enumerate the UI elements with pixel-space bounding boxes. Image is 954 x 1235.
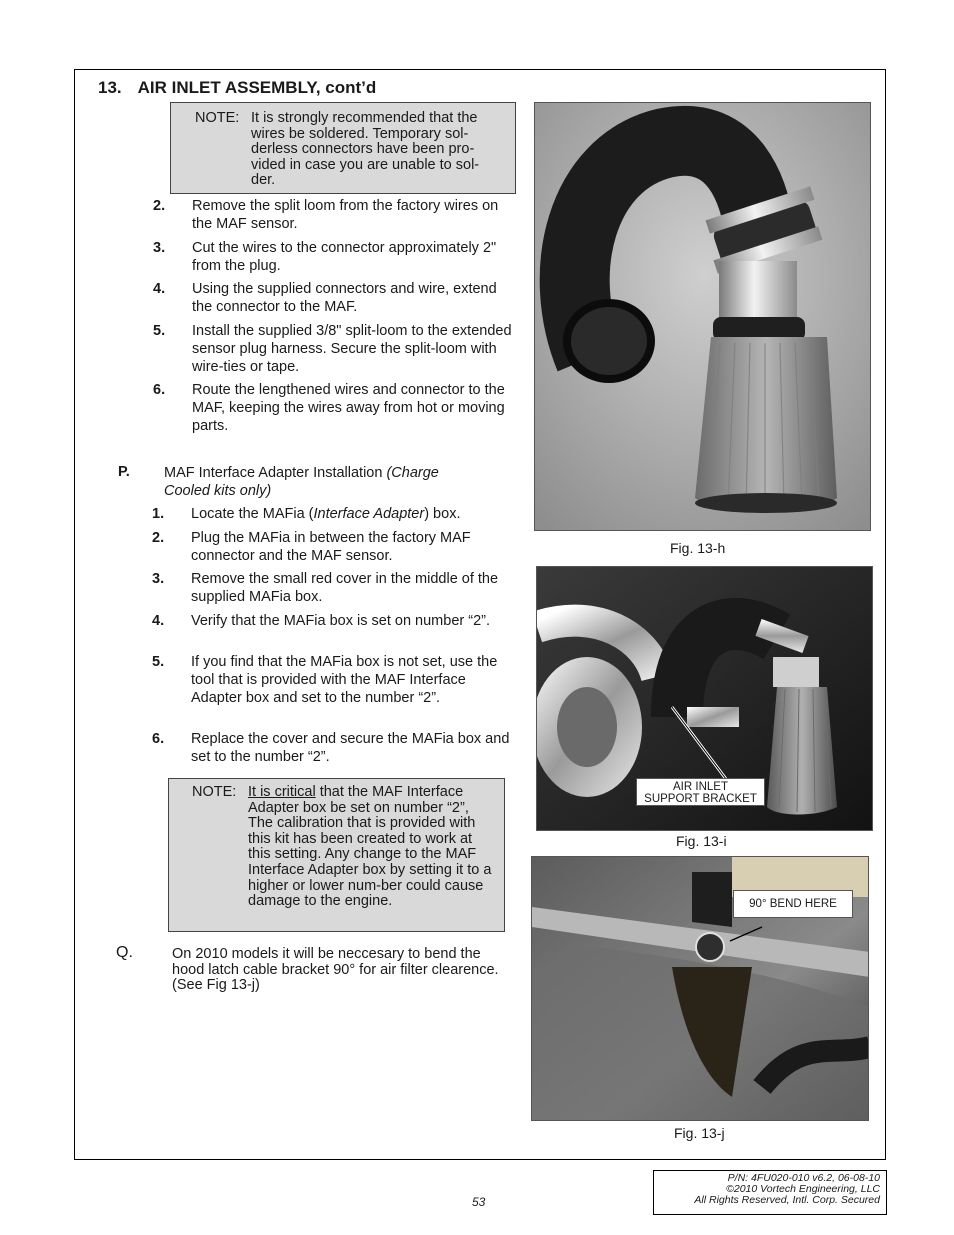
step-text-italic: Interface Adapter (313, 506, 425, 522)
footer-copyright: ©2010 Vortech Engineering, LLC (726, 1183, 880, 1195)
step-text (191, 505, 511, 523)
step-text: Install the supplied 3/8" split-loom to the extended sensor plug harness. Secure the split-loom with wire-ties or tape. (192, 323, 512, 375)
figure-caption: Fig. 13-i (676, 833, 727, 849)
step-text-post: ) box. (424, 506, 461, 522)
note-label: NOTE: (195, 110, 240, 126)
figure-caption: Fig. 13-j (674, 1125, 725, 1141)
step-number: 5. (152, 654, 165, 670)
step-text: Verify that the MAFia box is set on number “2”. (191, 613, 490, 629)
note-text (248, 785, 493, 910)
section-number: 13. (98, 78, 122, 97)
step-text: Remove the split loom from the factory wires on the MAF sensor. (192, 198, 499, 232)
callout-line: SUPPORT BRACKET (644, 793, 757, 805)
step-text: Using the supplied connectors and wire, extend the connector to the MAF. (192, 281, 497, 315)
section-q-text: On 2010 models it will be neccesary to bend the hood latch cable bracket 90° for air filter clearence.(See Fig 13-j) (172, 946, 499, 993)
step-text: Plug the MAFia in between the factory MAF connector and the MAF sensor. (191, 530, 471, 564)
callout-air-inlet-support (636, 778, 765, 806)
note-box-critical (168, 778, 505, 932)
section-p-italic: (Charge Cooled kits only) (164, 465, 439, 499)
step-text: Cut the wires to the connector approximately 2" from the plug. (192, 240, 497, 274)
step-text: If you find that the MAFia box is not set, use the tool that is provided with the MAF Interface Adapter box and set to the number “2”. (191, 654, 498, 706)
page-number: 53 (472, 1195, 486, 1209)
section-heading (98, 78, 376, 98)
footer-info (653, 1170, 887, 1215)
note-box-solder (170, 102, 516, 194)
section-p-title (164, 464, 484, 500)
note-text: It is strongly recommended that the wires be soldered. Temporary sol-derless connectors have been pro-vided in case you are unable to sol-der. (251, 110, 480, 189)
note-emphasis: It is critical (248, 784, 316, 800)
figure-caption: Fig. 13-h (670, 540, 726, 556)
step-text: Replace the cover and secure the MAFia box and set to the number “2”. (191, 731, 510, 765)
note-label: NOTE: (192, 784, 237, 800)
step-number: 4. (153, 281, 166, 297)
section-title: AIR INLET ASSEMBLY, cont’d (137, 78, 377, 97)
step-number: 4. (152, 613, 165, 629)
step-number: 2. (152, 530, 165, 546)
section-p-label: P. (118, 464, 130, 480)
callout-bend-here: 90° BEND HERE (733, 890, 853, 918)
note-text-rest: that the MAF Interface Adapter box be set on number “2”, The calibration that is provided with this kit has been created to work at this setting. Any change to the MAF Interface Adapter box by setting it to a higher or lower num-ber could cause damage to the engine. (248, 784, 492, 910)
photo-air-inlet-assembly (534, 102, 871, 531)
footer-part-number: P/N: 4FU020-010 v6.2, 06-08-10 (727, 1172, 880, 1184)
step-number: 5. (153, 323, 166, 339)
section-p-text: MAF Interface Adapter Installation (164, 465, 387, 481)
step-number: 6. (152, 731, 165, 747)
step-text: Remove the small red cover in the middle of the supplied MAFia box. (191, 571, 499, 605)
step-number: 2. (153, 198, 166, 214)
step-text-pre: Locate the MAFia ( (191, 506, 314, 522)
step-number: 1. (152, 506, 165, 522)
step-text: Route the lengthened wires and connector to the MAF, keeping the wires away from hot or moving parts. (192, 382, 505, 434)
step-number: 6. (153, 382, 166, 398)
callout-line: AIR INLET (673, 781, 728, 793)
step-number: 3. (152, 571, 165, 587)
section-q-label: Q. (116, 944, 133, 961)
footer-rights: All Rights Reserved, Intl. Corp. Secured (694, 1194, 880, 1206)
step-number: 3. (153, 240, 166, 256)
